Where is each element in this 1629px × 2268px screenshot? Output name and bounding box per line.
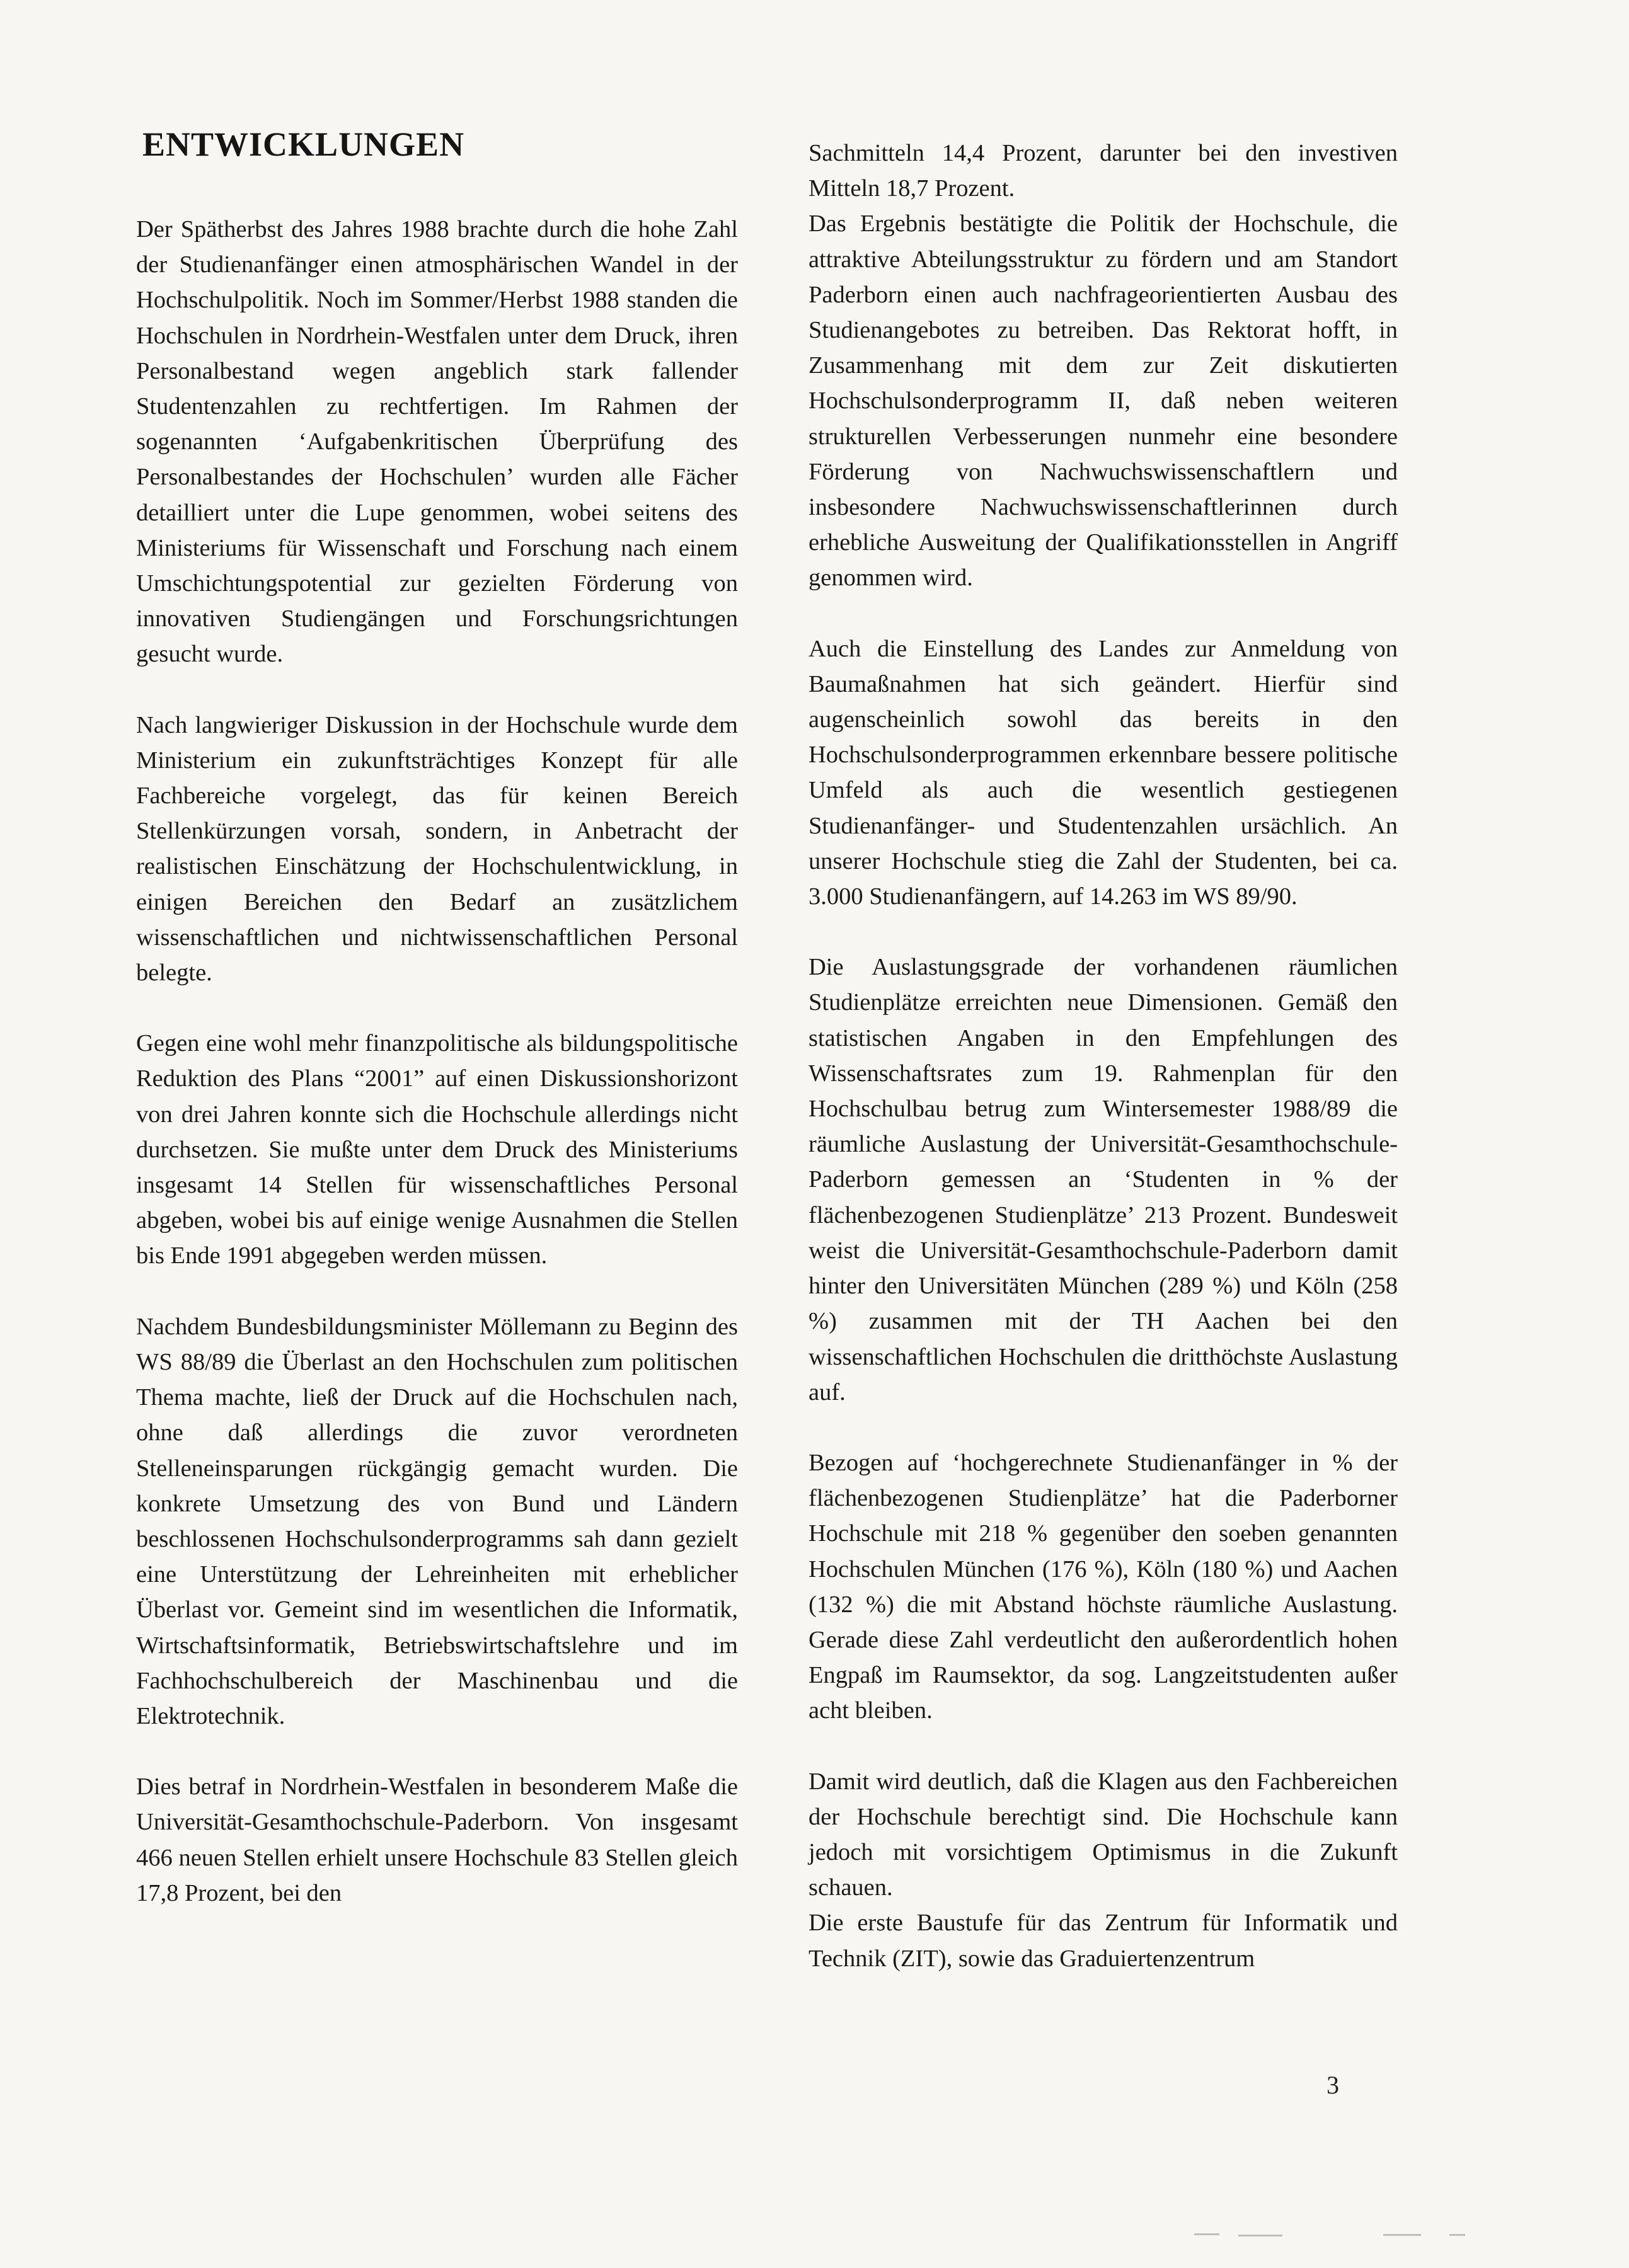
scan-artifact-line: [1383, 2234, 1421, 2236]
paragraph: Bezogen auf ‘hochgerechnete Studienanfänger in % der flächenbezogenen Studienplätze’ hat die Paderborner Hochschule mit 218 % gegenüber den soeben genannten Hochschulen München (176 %), Köln (180 %) und Aachen (132 %) die mit Abstand höchste räumliche Auslastung. Gerade diese Zahl verdeutlicht den außerordentlich hohen Engpaß im Raumsektor, da sog. Langzeitstudenten außer acht bleiben.: [809, 1449, 1398, 1724]
scan-artifact-line: [1449, 2234, 1465, 2236]
right-column: [809, 135, 1398, 1976]
paragraph: Gegen eine wohl mehr finanzpolitische als bildungspolitische Reduktion des Plans “2001” auf einen Diskussionshorizont von drei Jahren konnte sich die Hochschule allerdings nicht durchsetzen. Sie mußte unter dem Druck des Ministeriums insgesamt 14 Stellen für wissenschaftliches Personal abgeben, wobei bis auf einige wenige Ausnahmen die Stellen bis Ende 1991 abgegeben werden müssen.: [136, 1030, 738, 1269]
paragraph: Der Spätherbst des Jahres 1988 brachte durch die hohe Zahl der Studienanfänger einen atmosphärischen Wandel in der Hochschulpolitik. Noch im Sommer/Herbst 1988 standen die Hochschulen in Nordrhein-Westfalen unter dem Druck, ihren Personalbestand wegen angeblich stark fallender Studentenzahlen zu rechtfertigen. Im Rahmen der sogenannten ‘Aufgabenkritischen Überprüfung des Personalbestandes der Hochschulen’ wurden alle Fächer detailliert unter die Lupe genommen, wobei seitens des Ministeriums für Wissenschaft und Forschung nach einem Umschichtungspotential zur gezielten Förderung von innovativen Studiengängen und Forschungsrichtungen gesucht wurde.: [136, 216, 738, 668]
paragraph: Das Ergebnis bestätigte die Politik der Hochschule, die attraktive Abteilungsstruktur zu fördern und am Standort Paderborn einen auch nachfrageorientierten Ausbau des Studienangebotes zu betreiben. Das Rektorat hofft, in Zusammenhang mit dem zur Zeit diskutierten Hochschulsonderprogramm II, daß neben weiteren strukturellen Verbesserungen nunmehr eine besondere Förderung von Nachwuchswissenschaftlern und insbesondere Nachwuchswissenschaftlerinnen durch erhebliche Ausweitung der Qualifikationsstellen in Angriff genommen wird.: [809, 210, 1398, 592]
paragraph: Auch die Einstellung des Landes zur Anmeldung von Baumaßnahmen hat sich geändert. Hierfür sind augenscheinlich sowohl das bereits in den Hochschulsonderprogrammen erkennbare bessere politische Umfeld als auch die wesentlich gestiegenen Studienanfänger- und Studentenzahlen ursächlich. An unserer Hochschule stieg die Zahl der Studenten, bei ca. 3.000 Studienanfängern, auf 14.263 im WS 89/90.: [809, 635, 1398, 910]
scan-artifact-line: [1238, 2235, 1282, 2236]
paragraph: Sachmitteln 14,4 Prozent, darunter bei den investiven Mitteln 18,7 Prozent.: [809, 140, 1398, 202]
paragraph: Damit wird deutlich, daß die Klagen aus den Fachbereichen der Hochschule berechtigt sind. Die Hochschule kann jedoch mit vorsichtigem Optimismus in die Zukunft schauen.: [809, 1768, 1398, 1901]
page-number: 3: [1327, 2071, 1339, 2099]
paragraph: Nach langwieriger Diskussion in der Hochschule wurde dem Ministerium ein zukunftsträchtiges Konzept für alle Fachbereiche vorgelegt, das für keinen Bereich Stellenkürzungen vorsah, sondern, in Anbetracht der realistischen Einschätzung der Hochschulentwicklung, in einigen Bereichen den Bedarf an zusätzlichem wissenschaftlichen und nichtwissenschaftlichen Personal belegte.: [136, 711, 738, 987]
paragraph: Die Auslastungsgrade der vorhandenen räumlichen Studienplätze erreichten neue Dimensionen. Gemäß den statistischen Angaben in den Empfehlungen des Wissenschaftsrates zum 19. Rahmenplan für den Hochschulbau betrug zum Wintersemester 1988/89 die räumliche Auslastung der Universität-Gesamthochschule-Paderborn gemessen an ‘Studenten in % der flächenbezogenen Studienplätze’ 213 Prozent. Bundesweit weist die Universität-Gesamthochschule-Paderborn damit hinter den Universitäten München (289 %) und Köln (258 %) zusammen mit der TH Aachen bei den wissenschaftlichen Hochschulen die dritthöchste Auslastung auf.: [809, 954, 1398, 1406]
scan-artifact-line: [1194, 2233, 1219, 2235]
paragraph: Dies betraf in Nordrhein-Westfalen in besonderem Maße die Universität-Gesamthochschule-Paderborn. Von insgesamt 466 neuen Stellen erhielt unsere Hochschule 83 Stellen gleich 17,8 Prozent, bei den: [136, 1773, 738, 1906]
page-heading: ENTWICKLUNGEN: [142, 125, 465, 163]
left-column: [136, 212, 738, 1911]
paragraph: Die erste Baustufe für das Zentrum für Informatik und Technik (ZIT), sowie das Graduiertenzentrum: [809, 1910, 1398, 1972]
paragraph: Nachdem Bundesbildungsminister Möllemann zu Beginn des WS 88/89 die Überlast an den Hochschulen zum politischen Thema machte, ließ der Druck auf die Hochschulen nach, ohne daß allerdings die zuvor verordneten Stelleneinsparungen rückgängig gemacht wurden. Die konkrete Umsetzung des von Bund und Ländern beschlossenen Hochschulsonderprogramms sah dann gezielt eine Unterstützung der Lehreinheiten mit erheblicher Überlast vor. Gemeint sind im wesentlichen die Informatik, Wirtschaftsinformatik, Betriebswirtschaftslehre und im Fachhochschulbereich der Maschinenbau und die Elektrotechnik.: [136, 1313, 738, 1729]
